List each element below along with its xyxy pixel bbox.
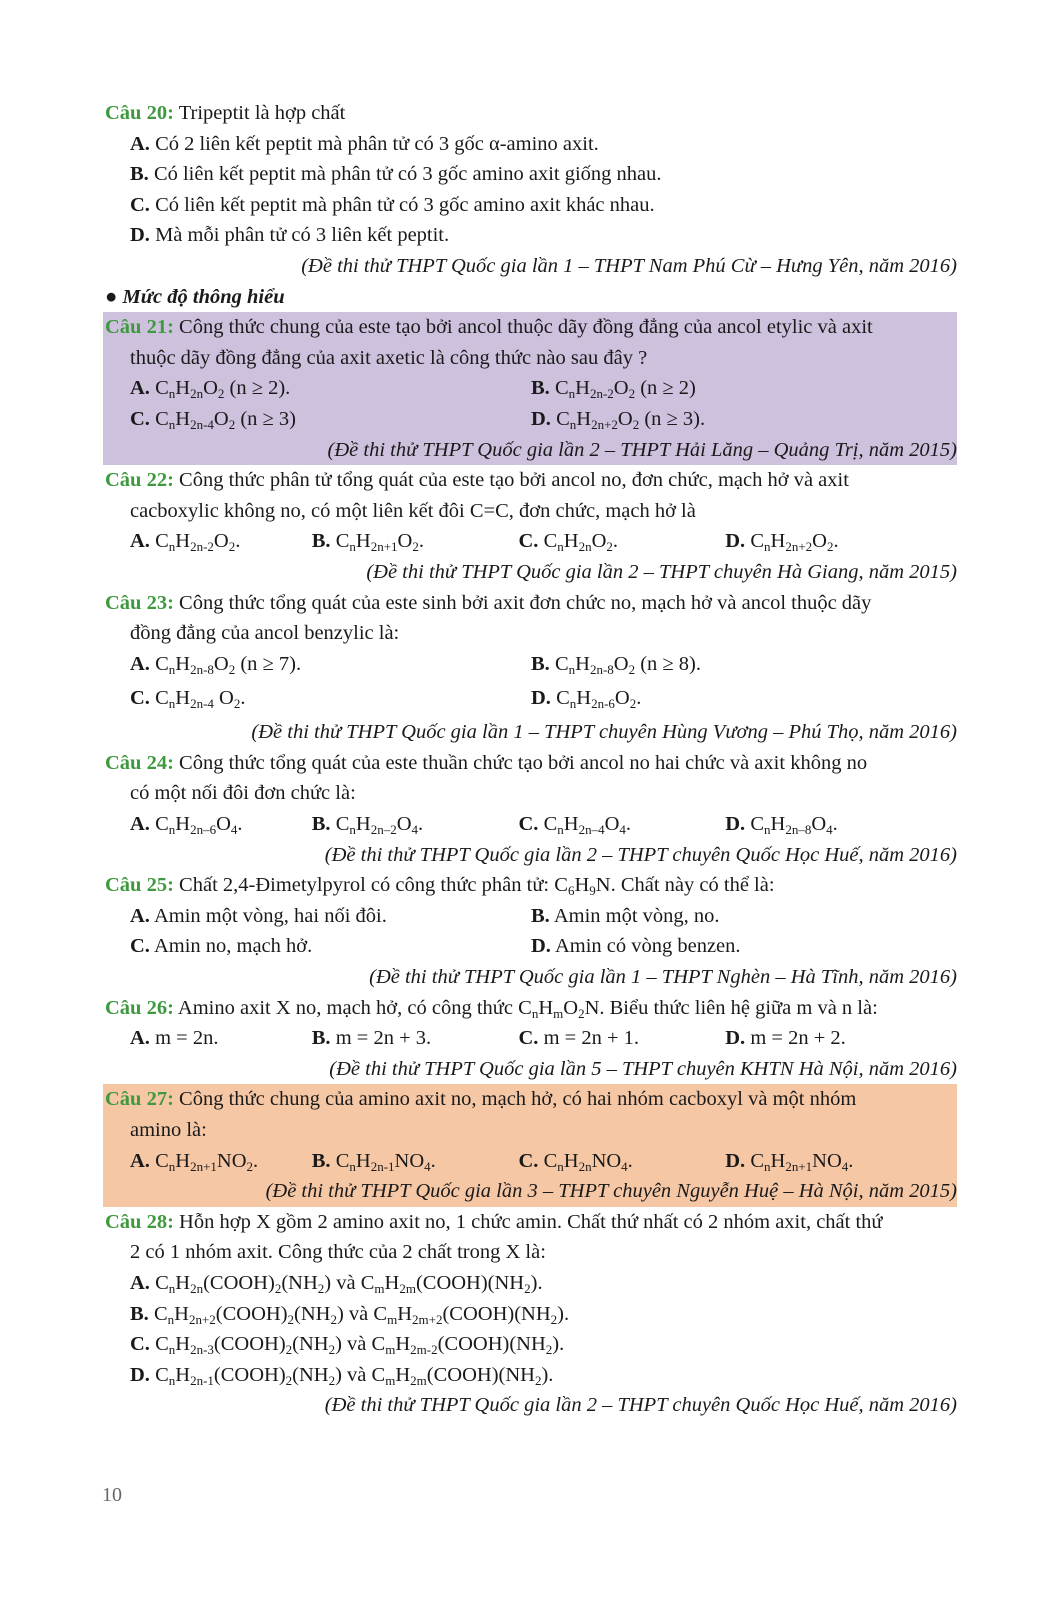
question-28: Câu 28: Hỗn hợp X gồm 2 amino axit no, 1 chức amin. Chất thứ nhất có 2 nhóm axit, chất thứ	[105, 1210, 883, 1233]
question-26: Câu 26: Amino axit X no, mạch hở, có công thức $C_nH_mO_2N$. Biểu thức liên hệ giữa m và n là:	[105, 996, 878, 1021]
option-b: B. $C_nH_{2n-8}O_2$ (n ≥ 8).	[531, 652, 701, 677]
option-a: A. $C_nH_{2n+1}NO_2$.	[130, 1149, 259, 1174]
question-text-cont: amino là:	[130, 1119, 207, 1141]
question-27: Câu 27: Công thức chung của amino axit no, mạch hở, có hai nhóm cacboxyl và một nhóm	[105, 1088, 857, 1111]
section-heading: ● Mức độ thông hiểu	[105, 285, 285, 308]
source-citation: (Đề thi thử THPT Quốc gia lần 2 – THPT chuyên Quốc Học Huế, năm 2016)	[324, 843, 957, 866]
option-a: A. $C_nH_{2n-2}O_2$.	[130, 530, 241, 555]
source-citation: (Đề thi thử THPT Quốc gia lần 3 – THPT chuyên Nguyễn Huệ – Hà Nội, năm 2015)	[265, 1180, 957, 1203]
source-citation: (Đề thi thử THPT Quốc gia lần 1 – THPT Nam Phú Cừ – Hưng Yên, năm 2016)	[301, 254, 957, 277]
option-d: D. $C_nH_{2n+2}O_2$.	[725, 530, 839, 555]
option-b: B. m = 2n + 3.	[311, 1027, 432, 1050]
question-22: Câu 22: Công thức phân tử tổng quát của este tạo bởi ancol no, đơn chức, mạch hở và axit	[105, 469, 849, 492]
option-c: C. Amin no, mạch hở.	[130, 935, 313, 958]
option-b: B. $C_nH_{2n+2}(COOH)_2(NH_2)$ và $C_mH_{2m+2}(COOH)(NH_2)$.	[130, 1302, 570, 1327]
option-c: C. $C_nH_{2n-4}O_4$.	[518, 813, 631, 838]
question-25: Câu 25: Chất 2,4-Đimetylpyrol có công thức phân tử: $C_6H_9N$. Chất này có thể là:	[105, 874, 775, 899]
option-a: A. Amin một vòng, hai nối đôi.	[130, 904, 387, 927]
option-a: A. $C_nH_{2n-6}O_4$.	[130, 813, 243, 838]
option-b: B. $C_nH_{2n-1}NO_4$.	[311, 1149, 436, 1174]
option-b: B. $C_nH_{2n-2}O_4$.	[311, 813, 424, 838]
source-citation: (Đề thi thử THPT Quốc gia lần 2 – THPT chuyên Hà Giang, năm 2015)	[366, 560, 957, 583]
option-d: D. Amin có vòng benzen.	[531, 935, 741, 958]
option-c: C. $C_nH_{2n-4}O_2$ (n ≥ 3)	[130, 407, 296, 432]
question-27-block	[103, 1084, 957, 1206]
options-row	[105, 1146, 957, 1177]
option-c: C. $C_nH_{2n-3}(COOH)_2(NH_2)$ và $C_mH_{2m-2}(COOH)(NH_2)$.	[130, 1333, 565, 1358]
option-a: A. m = 2n.	[130, 1027, 219, 1050]
source-citation: (Đề thi thử THPT Quốc gia lần 1 – THPT chuyên Hùng Vương – Phú Thọ, năm 2016)	[251, 721, 957, 744]
question-label: Câu 20:	[105, 102, 174, 124]
page-number: 10	[102, 1484, 122, 1506]
question-20	[105, 98, 957, 129]
question-21-block	[103, 312, 957, 465]
option-d: D. $C_nH_{2n+1}NO_4$.	[725, 1149, 854, 1174]
option-d: D. $C_nH_{2n-8}O_4$.	[725, 813, 838, 838]
options-row	[105, 373, 957, 404]
question-text-cont: có một nối đôi đơn chức là:	[130, 782, 356, 805]
option-a: A. $C_nH_{2n}(COOH)_2(NH_2)$ và $C_mH_{2m}(COOH)(NH_2)$.	[130, 1271, 543, 1296]
options-row	[105, 901, 957, 932]
option-c: C. Có liên kết peptit mà phân tử có 3 gốc amino axit khác nhau.	[130, 193, 655, 216]
option-a: A. $C_nH_{2n-8}O_2$ (n ≥ 7).	[130, 652, 302, 677]
options-row	[105, 679, 957, 717]
question-text: Tripeptit là hợp chất	[178, 102, 346, 124]
option-a: A. Có 2 liên kết peptit mà phân tử có 3 gốc α-amino axit.	[130, 132, 599, 155]
question-23: Câu 23: Công thức tổng quát của este sinh bởi axit đơn chức no, mạch hở và ancol thuộc dãy	[105, 591, 872, 614]
options-row	[105, 931, 957, 962]
bullet-icon: ●	[105, 285, 118, 308]
options-row	[105, 1023, 957, 1054]
option-b: B. $C_nH_{2n+1}O_2$.	[311, 530, 424, 555]
options-row	[105, 526, 957, 557]
option-c: C. $C_nH_{2n}NO_4$.	[518, 1149, 633, 1174]
options-row	[105, 649, 957, 680]
question-text-cont: cacboxylic không no, có một liên kết đôi C=C, đơn chức, mạch hở là	[130, 499, 696, 522]
option-b: B. Có liên kết peptit mà phân tử có 3 gốc amino axit giống nhau.	[130, 163, 662, 186]
option-d: D. $C_nH_{2n-1}(COOH)_2(NH_2)$ và $C_mH_{2m}(COOH)(NH_2)$.	[130, 1363, 554, 1388]
option-c: C. $C_nH_{2n-4}$ $O_2$.	[130, 687, 246, 712]
options-row	[105, 404, 957, 435]
document-page	[105, 98, 957, 1421]
option-a: A. $C_nH_{2n}O_2$ (n ≥ 2).	[130, 377, 291, 402]
question-text-cont: đồng đẳng của ancol benzylic là:	[130, 622, 400, 645]
source-citation: (Đề thi thử THPT Quốc gia lần 1 – THPT Nghèn – Hà Tĩnh, năm 2016)	[369, 966, 957, 989]
source-citation: (Đề thi thử THPT Quốc gia lần 2 – THPT chuyên Quốc Học Huế, năm 2016)	[324, 1394, 957, 1417]
option-b: B. Amin một vòng, no.	[531, 904, 720, 927]
option-d: D. $C_nH_{2n-6}O_2$.	[531, 687, 642, 712]
question-21: Câu 21: Công thức chung của este tạo bởi ancol thuộc dãy đồng đẳng của ancol etylic và axit	[105, 316, 873, 339]
option-b: B. $C_nH_{2n-2}O_2$ (n ≥ 2)	[531, 377, 696, 402]
option-c: C. m = 2n + 1.	[518, 1027, 640, 1050]
source-citation: (Đề thi thử THPT Quốc gia lần 5 – THPT chuyên KHTN Hà Nội, năm 2016)	[329, 1057, 957, 1080]
option-d: D. m = 2n + 2.	[725, 1027, 846, 1050]
option-d: D. $C_nH_{2n+2}O_2$ (n ≥ 3).	[531, 407, 706, 432]
option-c: C. $C_nH_{2n}O_2$.	[518, 530, 618, 555]
question-text-cont: 2 có 1 nhóm axit. Công thức của 2 chất trong X là:	[130, 1241, 546, 1264]
option-d: D. Mà mỗi phân tử có 3 liên kết peptit.	[130, 224, 450, 247]
options-row	[105, 809, 957, 840]
source-citation: (Đề thi thử THPT Quốc gia lần 2 – THPT Hải Lăng – Quảng Trị, năm 2015)	[327, 438, 957, 461]
question-24: Câu 24: Công thức tổng quát của este thuần chức tạo bởi ancol no hai chức và axit không no	[105, 751, 868, 774]
question-text-cont: thuộc dãy đồng đẳng của axit axetic là công thức nào sau đây ?	[130, 346, 648, 369]
